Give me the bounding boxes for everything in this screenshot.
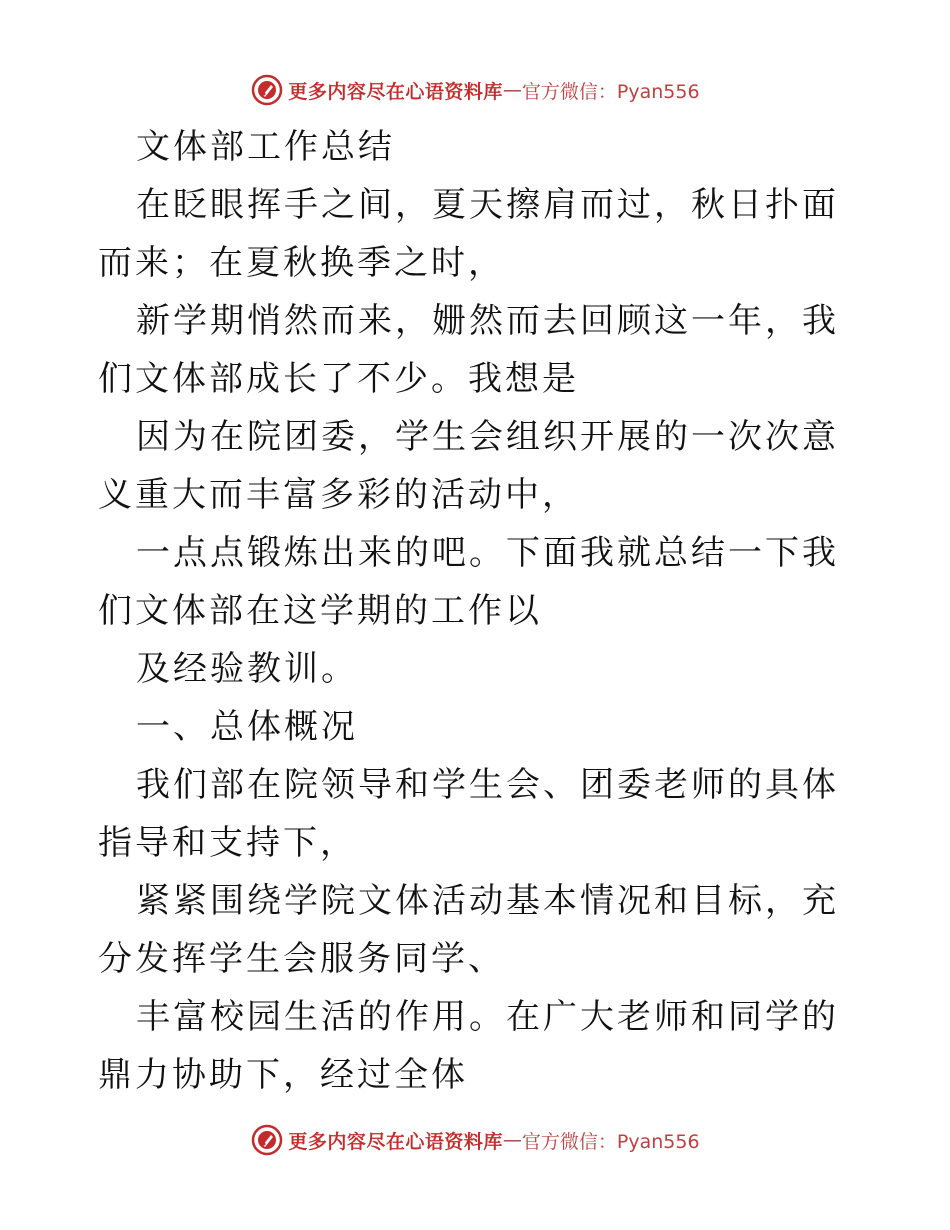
paragraph: 因为在院团委，学生会组织开展的一次次意义重大而丰富多彩的活动中， [98,417,839,515]
pen-nib-circle-icon [250,73,284,107]
banner-separator: — [502,1129,522,1151]
section-heading: 一、总体概况 [136,707,358,747]
paragraph: 在眨眼挥手之间，夏天擦肩而过，秋日扑面而来；在夏秋换季之时， [98,185,839,283]
paragraph: 我们部在院领导和学生会、团委老师的具体指导和支持下， [98,765,839,863]
header-watermark-banner [0,70,950,110]
pen-nib-circle-icon [250,1123,284,1157]
banner-separator: — [502,79,522,101]
footer-watermark-banner [0,1120,950,1160]
paragraph: 新学期悄然而来，姗然而去回顾这一年，我们文体部成长了不少。我想是 [98,301,839,399]
document-title: 文体部工作总结 [136,127,395,167]
paragraph: 一点点锻炼出来的吧。下面我就总结一下我们文体部在这学期的工作以 [98,533,839,631]
banner-brand-text: 更多内容尽在心语资料库 [288,80,503,103]
paragraph: 紧紧围绕学院文体活动基本情况和目标，充分发挥学生会服务同学、 [98,881,839,979]
banner-contact-text: 官方微信：Pyan556 [521,80,700,103]
banner-contact-text: 官方微信：Pyan556 [521,1130,700,1153]
banner-brand-text: 更多内容尽在心语资料库 [288,1130,503,1153]
paragraph: 丰富校园生活的作用。在广大老师和同学的鼎力协助下，经过全体 [98,997,839,1095]
document-body [98,118,858,1104]
paragraph: 及经验教训。 [136,649,358,689]
